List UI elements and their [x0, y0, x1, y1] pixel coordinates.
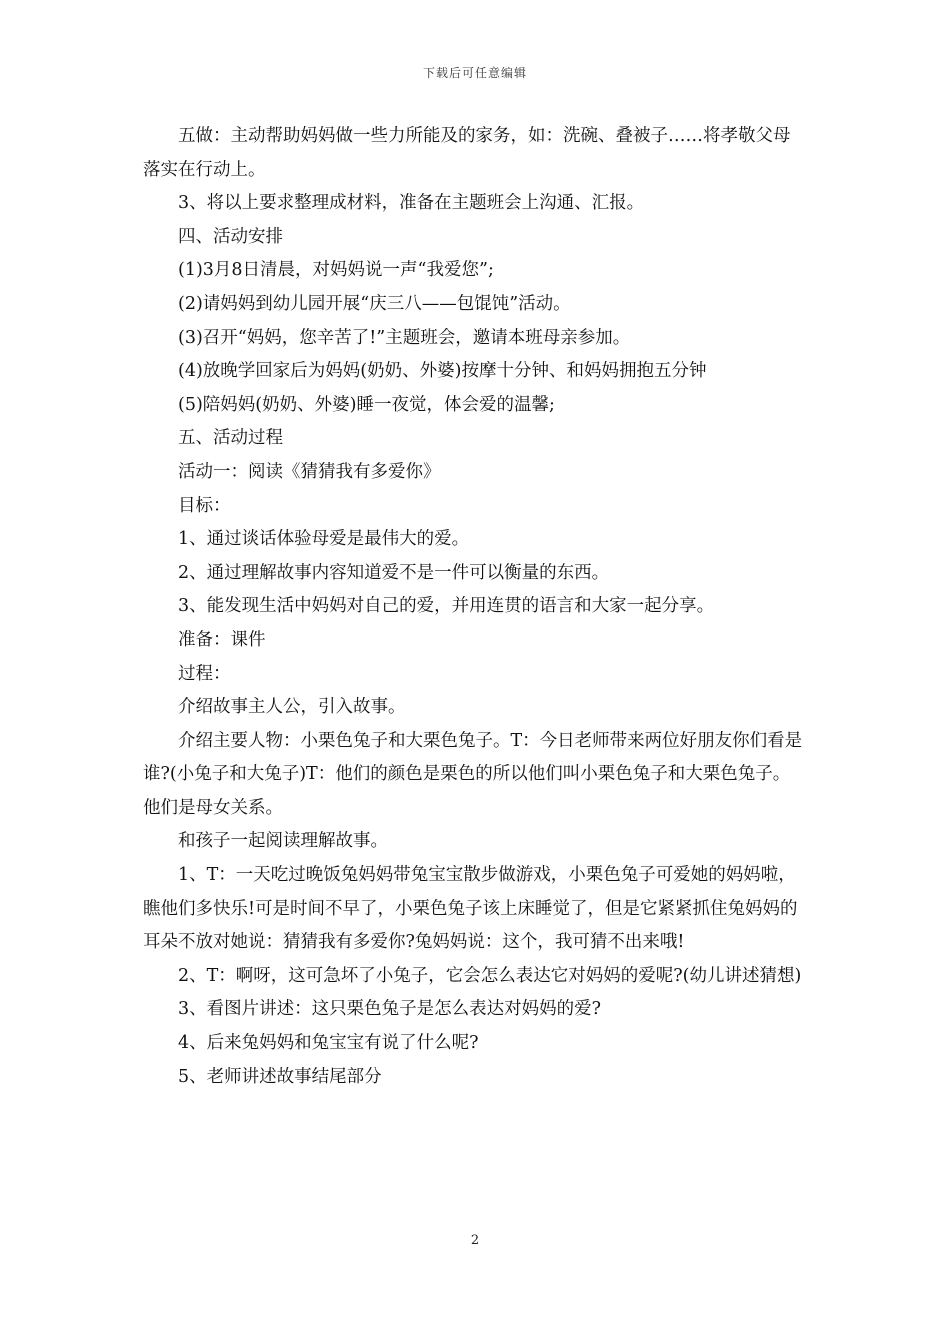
list-item: (2)请妈妈到幼儿园开展“庆三八——包馄饨”活动。 [178, 293, 571, 314]
paragraph: 2、T：啊呀，这可急坏了小兔子，它会怎么表达它对妈妈的爱呢?(幼儿讲述猜想) [178, 965, 802, 986]
list-item: 3、看图片讲述：这只栗色兔子是怎么表达对妈妈的爱? [178, 999, 602, 1020]
list-item: 5、老师讲述故事结尾部分 [178, 1066, 382, 1087]
paragraph: 和孩子一起阅读理解故事。 [178, 831, 388, 852]
paragraph: 1、T：一天吃过晚饭兔妈妈带兔宝宝散步做游戏，小栗色兔子可爱她的妈妈啦，瞧他们多快乐!可是时间不早了，小栗色兔子该上床睡觉了，但是它紧紧抓住兔妈妈的耳朵不放对她说：猜猜我有多爱你?兔妈妈说：这个，我可猜不出来哦! [143, 865, 798, 953]
list-item: (3)召开“妈妈，您辛苦了!”主题班会，邀请本班母亲参加。 [178, 327, 631, 348]
paragraph: 3、将以上要求整理成材料，准备在主题班会上沟通、汇报。 [178, 193, 645, 214]
paragraph: 介绍主要人物：小栗色兔子和大栗色兔子。T：今日老师带来两位好朋友你们看是谁?(小兔子和大兔子)T：他们的颜色是栗色的所以他们叫小栗色兔子和大栗色兔子。他们是母女关系。 [143, 730, 803, 818]
section-heading: 四、活动安排 [178, 226, 283, 247]
paragraph: 介绍故事主人公，引入故事。 [178, 697, 406, 718]
paragraph: 五做：主动帮助妈妈做一些力所能及的家务，如：洗碗、叠被子……将孝敬父母落实在行动上。 [143, 126, 791, 180]
page-number: 2 [470, 1233, 480, 1248]
list-item: 4、后来兔妈妈和兔宝宝有说了什么呢? [178, 1033, 479, 1054]
list-item: (5)陪妈妈(奶奶、外婆)睡一夜觉，体会爱的温馨; [178, 394, 555, 415]
list-item: 2、通过理解故事内容知道爱不是一件可以衡量的东西。 [178, 562, 610, 583]
subheading: 目标： [178, 495, 231, 516]
document-body [143, 120, 807, 1094]
subheading: 准备：课件 [178, 629, 266, 650]
page-header: 下载后可任意编辑 [422, 66, 527, 80]
section-heading: 五、活动过程 [178, 428, 283, 449]
subheading: 过程： [178, 663, 231, 684]
list-item: 3、能发现生活中妈妈对自己的爱，并用连贯的语言和大家一起分享。 [178, 596, 715, 617]
list-item: 1、通过谈话体验母爱是最伟大的爱。 [178, 529, 470, 550]
list-item: (1)3月8日清晨，对妈妈说一声“我爱您”; [178, 260, 494, 281]
activity-title: 活动一：阅读《猜猜我有多爱你》 [178, 461, 441, 482]
list-item: (4)放晚学回家后为妈妈(奶奶、外婆)按摩十分钟、和妈妈拥抱五分钟 [178, 361, 707, 382]
